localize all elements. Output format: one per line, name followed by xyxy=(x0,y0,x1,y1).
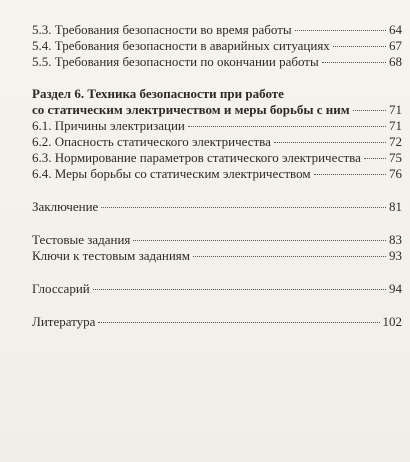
toc-entry-page: 83 xyxy=(389,232,402,247)
dot-leader xyxy=(364,158,386,159)
toc-entry-title: со статическим электричеством и меры борьбы с ним xyxy=(32,102,350,117)
toc-entry-title: Ключи к тестовым заданиям xyxy=(32,248,190,263)
dot-leader xyxy=(353,110,386,111)
dot-leader xyxy=(314,174,386,175)
toc-entry-literature xyxy=(32,314,402,330)
toc-entry-page: 102 xyxy=(382,314,402,329)
toc-entry-6-1 xyxy=(32,118,402,134)
toc-entry-title: 6.3. Нормирование параметров статического электричества xyxy=(32,150,361,165)
dot-leader xyxy=(101,207,386,208)
toc-entry-page: 75 xyxy=(389,150,402,165)
toc-entry-title: Литература xyxy=(32,314,96,329)
dot-leader xyxy=(133,240,386,241)
toc-entry-keys xyxy=(32,248,402,264)
toc-entry-title: Заключение xyxy=(32,199,99,214)
toc-entry-glossary xyxy=(32,281,402,297)
toc-entry-page: 72 xyxy=(389,134,402,149)
toc-entry-title: 6.4. Меры борьбы со статическим электричеством xyxy=(32,166,311,181)
toc-entry-title: 5.4. Требования безопасности в аварийных ситуациях xyxy=(32,38,330,53)
toc-entry-5-3 xyxy=(32,22,402,38)
toc-entry-conclusion xyxy=(32,199,402,215)
toc-entry-title: Тестовые задания xyxy=(32,232,131,247)
dot-leader xyxy=(295,30,386,31)
dot-leader xyxy=(188,126,386,127)
toc-entry-5-5 xyxy=(32,54,402,70)
toc-entry-title: 6.1. Причины электризации xyxy=(32,118,185,133)
dot-leader xyxy=(93,289,386,290)
toc-entry-page: 71 xyxy=(389,118,402,133)
toc-entry-6-2 xyxy=(32,134,402,150)
toc-entry-5-4 xyxy=(32,38,402,54)
section-6-heading-line2 xyxy=(32,102,402,118)
toc-entry-6-4 xyxy=(32,166,402,182)
toc-entry-6-3 xyxy=(32,150,402,166)
toc-entry-page: 64 xyxy=(389,22,402,37)
toc-entry-page: 81 xyxy=(389,199,402,214)
dot-leader xyxy=(274,142,386,143)
toc-entry-page: 67 xyxy=(389,38,402,53)
toc-entry-page: 94 xyxy=(389,281,402,296)
toc-entry-title: 5.5. Требования безопасности по окончании работы xyxy=(32,54,319,69)
toc-entry-tests xyxy=(32,232,402,248)
section-6-heading-line1: Раздел 6. Техника безопасности при работе xyxy=(32,86,284,101)
toc-entry-page: 68 xyxy=(389,54,402,69)
dot-leader xyxy=(322,62,386,63)
dot-leader xyxy=(98,322,379,323)
toc-entry-page: 93 xyxy=(389,248,402,263)
toc-entry-title: 5.3. Требования безопасности во время работы xyxy=(32,22,292,37)
toc-entry-title: 6.2. Опасность статического электричества xyxy=(32,134,271,149)
toc-entry-title: Глоссарий xyxy=(32,281,90,296)
dot-leader xyxy=(333,46,386,47)
dot-leader xyxy=(193,256,386,257)
toc-entry-page: 76 xyxy=(389,166,402,181)
toc-entry-page: 71 xyxy=(389,102,402,117)
